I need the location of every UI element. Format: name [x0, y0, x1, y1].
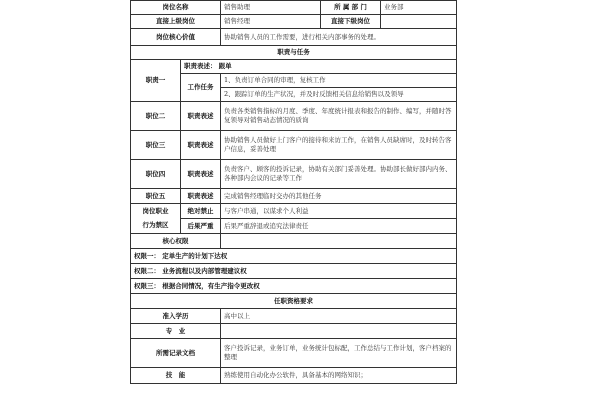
duty5-desc-label: 职责表述: [181, 189, 221, 204]
dept-value: 业务部: [381, 1, 457, 15]
duties-section-row: [131, 46, 457, 60]
qualification-section-title: 任职资格要求: [131, 294, 457, 309]
skills-value: 熟练使用自动化办公软件，具备基本的网络知识；: [221, 368, 457, 384]
duty1-task-label: 工作任务: [181, 74, 221, 102]
duty3-row: [131, 131, 457, 160]
authority-item1-row: [131, 249, 457, 264]
education-label: 准入学历: [131, 309, 221, 324]
records-label: 所需记录文档: [131, 339, 221, 368]
core-value-value: 协助销售人员的工作需要，进行相关内部事务的处理。: [221, 29, 457, 46]
prohibited-absolute-row: [131, 204, 457, 219]
duty5-label: 职位五: [131, 189, 181, 204]
authority-item2-row: [131, 264, 457, 279]
duty2-desc-label: 职责表述: [181, 102, 221, 131]
duty1-task1: 1、负责订单合同的审理，复核工作: [221, 74, 457, 88]
authority-section-row: [131, 234, 457, 249]
skills-label: 技 能: [131, 368, 221, 384]
authority-section-blank: [221, 234, 457, 249]
prohibited-label-line2: 行为禁区: [131, 219, 181, 234]
duty2-label: 职位二: [131, 102, 181, 131]
authority-item2: 权限二： 业务流程以及内部管理建议权: [131, 264, 457, 279]
core-value-label: 岗位核心价值: [131, 29, 221, 46]
skills-row: [131, 368, 457, 384]
job-description-table: [130, 0, 457, 384]
prohibited-strict-row: [131, 219, 457, 234]
strict-label: 后果严重: [181, 219, 221, 234]
records-row: [131, 339, 457, 368]
duty5-text: 完成销售经理临时交办的其他任务: [221, 189, 457, 204]
superior-value: 销售经理: [221, 15, 321, 29]
duty4-desc-label: 职责表述: [181, 160, 221, 189]
duty4-text: 负责客户、顾客的投诉记录，协助有关部门妥善处理。协助部长做好部内内务、各种部内会议的记录等工作: [221, 160, 457, 189]
education-row: [131, 309, 457, 324]
job-description-sheet: [130, 0, 470, 400]
major-label: 专 业: [131, 324, 221, 339]
duty3-label: 职位三: [131, 131, 181, 160]
position-label: 岗位名称: [131, 1, 221, 15]
subordinate-label: 直接下级岗位: [321, 15, 381, 29]
duty3-desc-label: 职责表述: [181, 131, 221, 160]
position-value: 销售助理: [221, 1, 321, 15]
duty2-text: 负责各类销售指标的月度、季度、年度统计报表和报告的制作、编写，并随时答复领导对销售动态情况的质询: [221, 102, 457, 131]
duty4-row: [131, 160, 457, 189]
duty4-label: 职位四: [131, 160, 181, 189]
duty1-desc-value: 跟单: [218, 62, 232, 70]
duty1-label: 职责一: [131, 60, 181, 102]
dept-label: 所 属 部 门: [321, 1, 381, 15]
education-value: 高中以上: [221, 309, 457, 324]
position-row: [131, 1, 457, 15]
prohibited-label-line1: 岗位职业: [131, 204, 181, 219]
authority-item1: 权限一： 定单生产的计划下达权: [131, 249, 457, 264]
duty1-task2: 2、跟踪订单的生产状况，并及时反馈相关信息给销售以及领导: [221, 88, 457, 102]
absolute-label: 绝对禁止: [181, 204, 221, 219]
authority-item3-row: [131, 279, 457, 294]
core-value-row: [131, 29, 457, 46]
major-row: [131, 324, 457, 339]
qualification-section-row: [131, 294, 457, 309]
strict-text: 后果严重辞退或追究法律责任: [221, 219, 457, 234]
duty1-desc-label: 职责表述：: [184, 62, 217, 70]
duty3-text: 协助销售人员做好上门客户的接待和来访工作，在销售人员缺席时，及时转告客户信息，妥善处理: [221, 131, 457, 160]
major-value: [221, 324, 457, 339]
duty5-row: [131, 189, 457, 204]
subordinate-value: [381, 15, 457, 29]
duty1-desc-row: [131, 60, 457, 74]
records-value: 客户投诉记录，业务订单，业务统计包标配，工作总结与工作计划，客户档案的整理: [221, 339, 457, 368]
absolute-text: 与客户串通，以谋求个人利益: [221, 204, 457, 219]
superior-row: [131, 15, 457, 29]
duty2-row: [131, 102, 457, 131]
authority-item3: 权限三： 根据合同情况，有生产指令更改权: [131, 279, 457, 294]
duty1-desc: [181, 60, 457, 74]
authority-section-title: 核心权限: [131, 234, 221, 249]
duties-section-title: 职责与任务: [131, 46, 457, 60]
superior-label: 直接上级岗位: [131, 15, 221, 29]
